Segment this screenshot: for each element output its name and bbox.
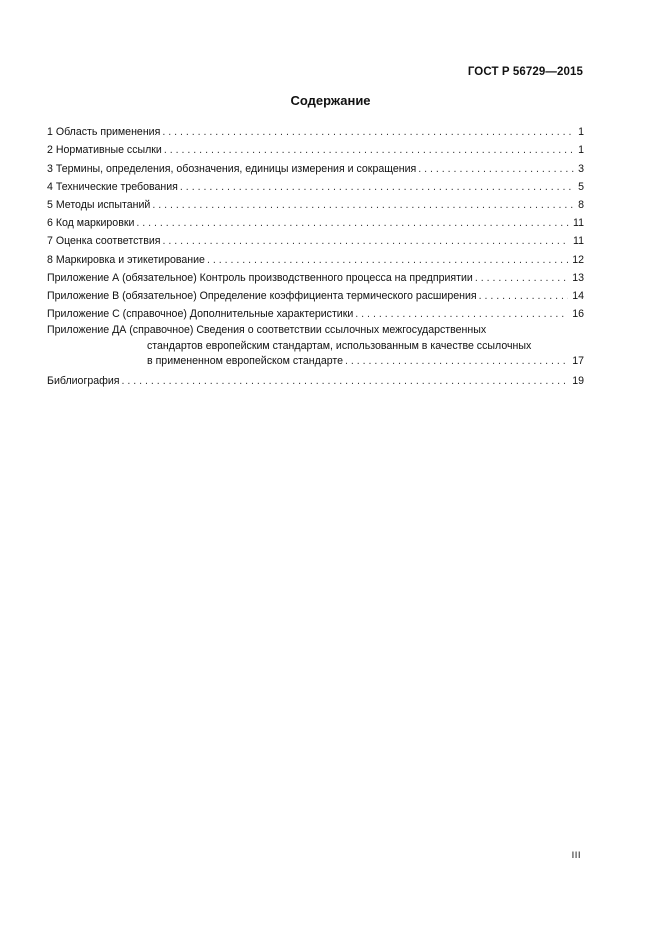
toc-entry-label: Приложение А (обязательное) Контроль производственного процесса на предприятии [47, 271, 473, 284]
document-code: ГОСТ Р 56729—2015 [467, 66, 583, 78]
toc-entry-annex-da[interactable] [47, 321, 584, 370]
toc-entry-page: 11 [573, 235, 584, 248]
toc-entry[interactable] [47, 303, 584, 321]
toc-entry-label: 4 Технические требования [47, 180, 178, 193]
toc-entry-label: 1 Область применения [47, 126, 161, 139]
toc-entry[interactable] [47, 139, 584, 157]
leader-dots [164, 144, 574, 157]
toc-entry[interactable] [47, 121, 584, 139]
toc-entry[interactable] [47, 194, 584, 212]
leader-dots [475, 272, 568, 285]
toc-entry-label: Приложение С (справочное) Дополнительные характеристики [47, 308, 354, 321]
toc-title: Содержание [290, 93, 371, 108]
toc-entry-bibliography[interactable] [47, 370, 584, 388]
toc-entry-page: 19 [572, 374, 584, 387]
toc-entry[interactable] [47, 157, 584, 175]
leader-dots [418, 163, 574, 176]
toc-entry-page: 13 [572, 271, 584, 284]
toc-entry-page: 11 [573, 217, 584, 230]
toc-entry-label: Приложение ДА (справочное) Сведения о соответствии ссылочных межгосударственных [47, 324, 487, 337]
toc-entry-label-continued: стандартов европейским стандартам, использованным в качестве ссылочных [147, 339, 532, 352]
toc-entry[interactable] [47, 212, 584, 230]
toc-entry-label: 5 Методы испытаний [47, 198, 151, 211]
leader-dots [136, 217, 569, 230]
leader-dots [207, 254, 568, 267]
toc-entry-page: 5 [578, 180, 584, 193]
toc-entry[interactable] [47, 248, 584, 266]
toc-entry-page: 8 [578, 198, 584, 211]
toc-entry[interactable] [47, 176, 584, 194]
toc-entry[interactable] [47, 267, 584, 285]
toc-entry-label: Библиография [47, 374, 120, 387]
leader-dots [162, 126, 574, 139]
toc-entry-page: 17 [572, 355, 584, 368]
leader-dots [479, 290, 569, 303]
toc-entry-label: 2 Нормативные ссылки [47, 144, 162, 157]
leader-dots [355, 308, 568, 321]
toc-entry-page: 12 [572, 253, 584, 266]
leader-dots [121, 375, 568, 388]
toc-entry-page: 1 [578, 126, 584, 139]
toc-entry-page: 16 [572, 308, 584, 321]
leader-dots [345, 354, 568, 370]
leader-dots [163, 235, 570, 248]
toc-entry-label: Приложение В (обязательное) Определение коэффициента термического расширения [47, 289, 477, 302]
toc-entry-label: 3 Термины, определения, обозначения, единицы измерения и сокращения [47, 162, 417, 175]
table-of-contents [47, 121, 584, 388]
toc-entry-page: 1 [578, 144, 584, 157]
toc-entry-label: 6 Код маркировки [47, 217, 135, 230]
toc-entry-page: 14 [572, 289, 584, 302]
toc-entry-label-continued: в примененном европейском стандарте [147, 355, 343, 368]
toc-entry-label: 8 Маркировка и этикетирование [47, 253, 205, 266]
toc-entry[interactable] [47, 285, 584, 303]
leader-dots [152, 199, 574, 212]
page-number: III [571, 850, 581, 861]
leader-dots [180, 181, 574, 194]
toc-entry-page: 3 [578, 162, 584, 175]
toc-entry-label: 7 Оценка соответствия [47, 235, 161, 248]
toc-entry[interactable] [47, 230, 584, 248]
